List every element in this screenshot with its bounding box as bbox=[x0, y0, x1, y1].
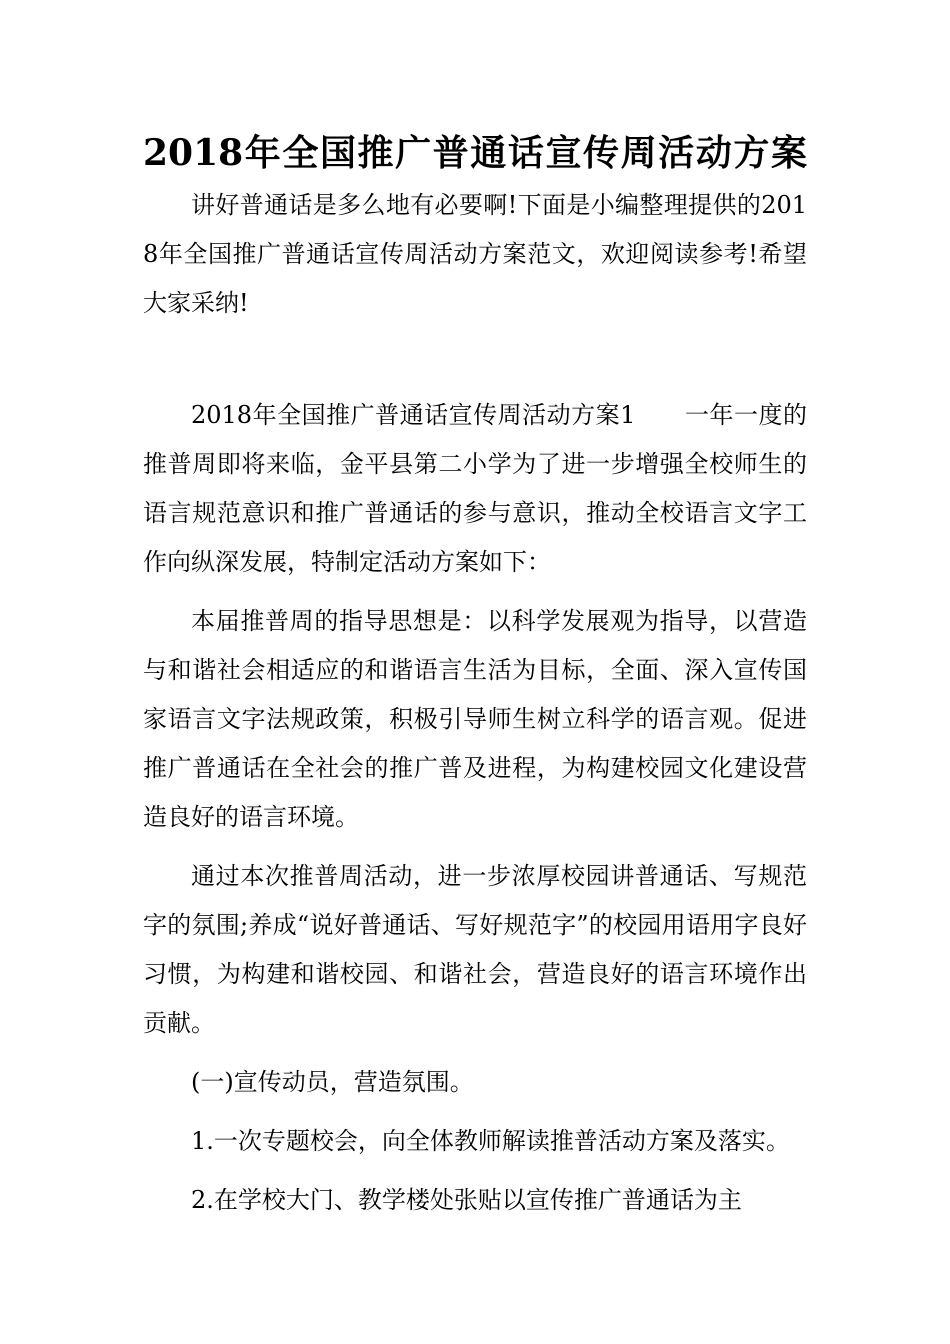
paragraph-intro: 讲好普通话是多么地有必要啊!下面是小编整理提供的2018年全国推广普通话宣传周活动方案范文，欢迎阅读参考!希望大家采纳! bbox=[143, 191, 807, 317]
paragraph-item-two: 2.在学校大门、教学楼处张贴以宣传推广普通话为主 bbox=[191, 1186, 742, 1214]
document-page bbox=[143, 0, 807, 1225]
paragraph-activity-goal: 通过本次推普周活动，进一步浓厚校园讲普通话、写规范字的氛围;养成“说好普通话、写好规范字”的校园用语用字良好习惯，为构建和谐校园、和谐社会，营造良好的语言环境作出贡献。 bbox=[143, 862, 807, 1037]
document-title: 2018年全国推广普通话宣传周活动方案 bbox=[143, 132, 807, 174]
paragraph-guiding-idea: 本届推普周的指导思想是：以科学发展观为指导，以营造与和谐社会相适应的和谐语言生活为目标，全面、深入宣传国家语言文字法规政策，积极引导师生树立科学的语言观。促进推广普通话在全社会的推广普及进程，为构建校园文化建设营造良好的语言环境。 bbox=[143, 607, 807, 831]
paragraph-plan-heading: 2018年全国推广普通话宣传周活动方案1 一年一度的推普周即将来临，金平县第二小学为了进一步增强全校师生的语言规范意识和推广普通话的参与意识，推动全校语言文字工作向纵深发展，特制定活动方案如下： bbox=[143, 401, 807, 576]
paragraph-item-one: 1.一次专题校会，向全体教师解读推普活动方案及落实。 bbox=[191, 1127, 790, 1155]
blank-spacer bbox=[143, 328, 807, 391]
paragraph-section-one: (一)宣传动员，营造氛围。 bbox=[191, 1068, 474, 1096]
